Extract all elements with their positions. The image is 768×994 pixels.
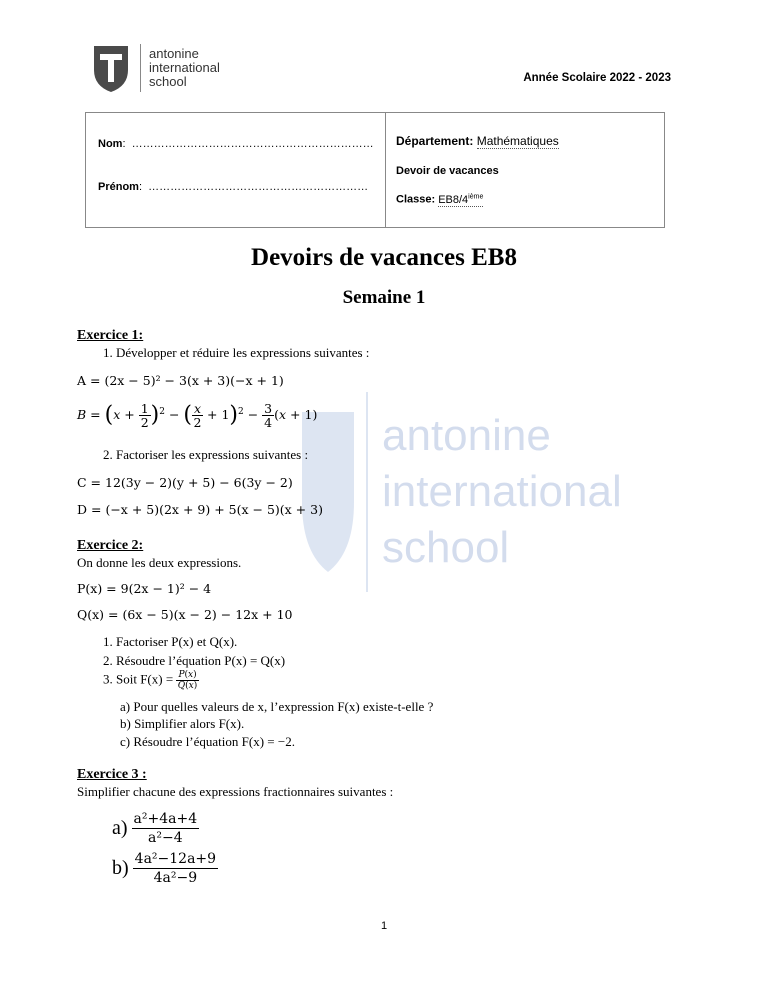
shield-logo-icon [92,42,130,94]
exercice-2-intro: On donne les deux expressions. [77,555,242,570]
exercice-1-title: Exercice 1: [77,328,144,343]
logo-divider [140,44,141,92]
exercice-2-question-3a: a) Pour quelles valeurs de x, l’expression F(x) existe-t-elle ? [120,699,434,714]
watermark-divider [366,392,368,592]
exercice-3-title: Exercice 3 : [77,767,147,782]
expression-p: P(x) = 9(2x − 1)² − 4 [77,581,212,596]
logo-line-2: international [149,60,220,75]
page-title: Devoirs de vacances EB8 [251,244,517,271]
exercice-2-question-3c: c) Résoudre l’équation F(x) = −2. [120,734,295,749]
expression-a: A = (2x − 5)² − 3(x + 3)(−x + 1) [77,373,284,388]
exercice-2-question-1: 1. Factoriser P(x) et Q(x). [103,634,238,649]
page-subtitle: Semaine 1 [342,287,426,308]
school-year: Année Scolaire 2022 - 2023 [523,72,671,84]
expression-d: D = (−x + 5)(2x + 9) + 5(x − 5)(x + 3) [77,502,323,517]
expression-c: C = 12(3y − 2)(y + 5) − 6(3y − 2) [77,475,293,490]
exercice-1-question-2: 2. Factoriser les expressions suivantes : [103,447,309,462]
watermark-text: antonine international school [382,411,622,572]
logo-line-3: school [149,74,187,89]
exercice-3-a: a) $\frac{\text{a²+4a+4}}{\text{a²−4}}$ [112,811,198,846]
school-logo [92,42,220,94]
watermark-shield-icon [298,402,358,582]
page-number: 1 [380,920,388,932]
exercice-2-title: Exercice 2: [77,538,144,553]
exercice-3-b: b) $\frac{\text{4a²−12a+9}}{\text{4a²−9}}$ [112,851,217,886]
logo-line-1: antonine [149,46,199,61]
course-info [386,113,664,227]
student-info-box [85,112,665,228]
exercice-1-question-1: 1. Développer et réduire les expressions suivantes : [103,345,370,360]
devoir-label: Devoir de vacances [396,165,499,177]
student-identity [86,113,386,227]
exercice-2-question-2: 2. Résoudre l’équation P(x) = Q(x) [103,653,286,668]
exercice-2-question-3: 3. Soit F(x) = $\frac{P(x)}{Q(x)}$ [103,670,198,691]
nom-field: Nom: ………………………………………………………… [98,138,374,150]
exercice-3-intro: Simplifier chacune des expressions fractionnaires suivantes : [77,784,394,799]
prenom-field: Prénom: …………………………………………………… [98,181,369,193]
expression-q: Q(x) = (6x − 5)(x − 2) − 12x + 10 [77,607,293,622]
exercice-2-question-3b: b) Simplifier alors F(x). [120,716,245,731]
classe: Classe: EB8/4ième [396,193,484,206]
department: Département: Mathématiques [396,134,559,148]
logo-text [149,47,220,89]
watermark [298,392,622,592]
fraction-p-over-q: $\frac{P(x)}{Q(x)}$ [177,670,198,691]
expression-b: B = (x + $\frac{1}{2}$ )$^2$ − ( $\frac{x}{2}$ + 1)$^2$ − $\frac{3}{4}$ (x + 1) [77,401,318,430]
